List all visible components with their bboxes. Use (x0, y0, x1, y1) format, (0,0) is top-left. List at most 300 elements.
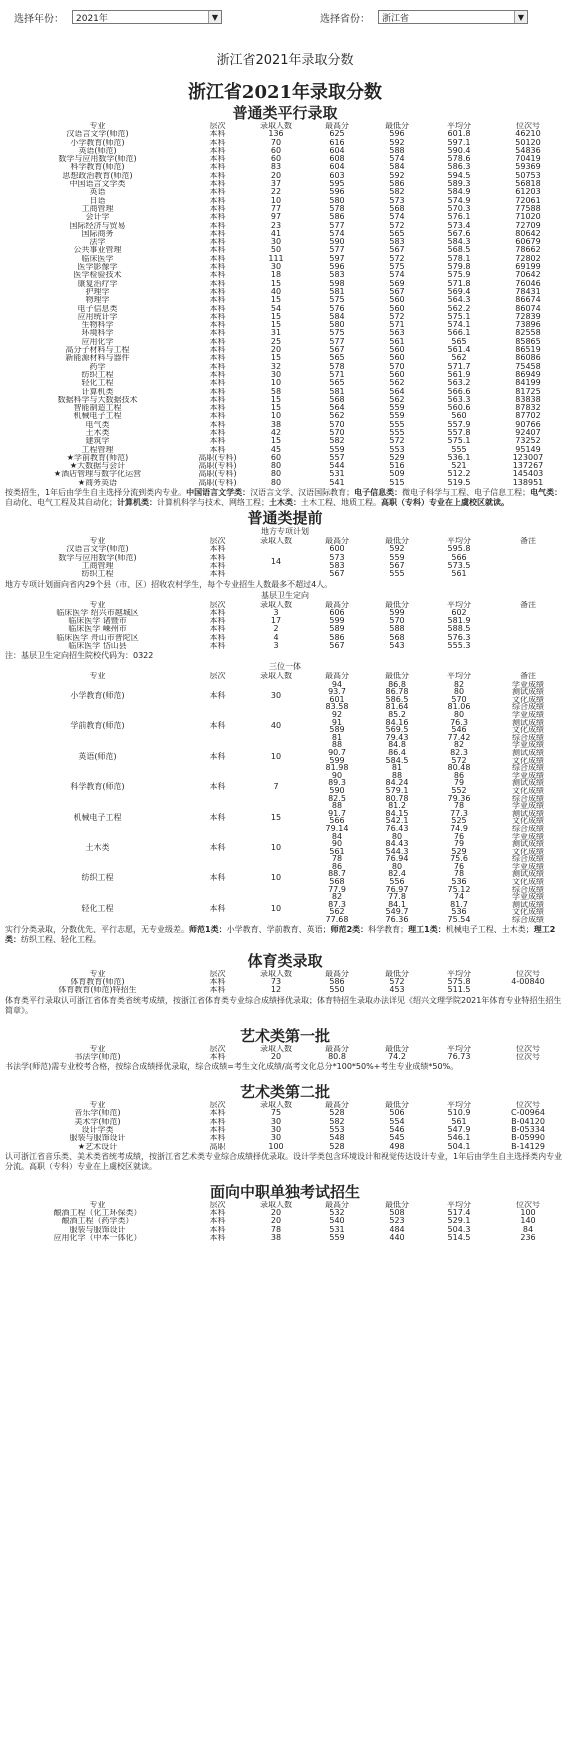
table-cell: 562 (329, 908, 345, 917)
table-cell: 561 (389, 337, 405, 346)
table-cell: 本科 (209, 721, 226, 731)
table-cell: 586 (329, 633, 345, 642)
table-cell: 236 (520, 1234, 536, 1243)
table-cell: 环境科学 (81, 329, 114, 338)
table-cell: 本科 (209, 625, 226, 634)
column-header: 最高分 (325, 969, 349, 978)
table-cell: 72839 (515, 312, 541, 321)
table-cell: 50 (270, 246, 282, 255)
table-cell: 本科 (209, 229, 226, 238)
table-cell: 本科 (209, 395, 226, 404)
column-header: 位次号 (516, 122, 540, 130)
table-cell: 80 (270, 478, 282, 487)
table-cell: 584.9 (447, 188, 471, 197)
column-header: 专业 (89, 122, 106, 130)
table-cell: 586.3 (447, 163, 471, 172)
local-plan-table (5, 537, 565, 578)
table-cell: 88 (331, 802, 343, 810)
table-cell: 智能制造工程 (73, 404, 122, 413)
column-header: 录取人数 (260, 1044, 292, 1053)
table-cell: 护理学 (85, 287, 110, 296)
table-cell: 571 (329, 370, 345, 379)
table-cell: 599 (389, 608, 405, 617)
column-header: 层次 (209, 969, 226, 978)
table-cell: 92407 (515, 428, 541, 437)
table-cell: 572 (389, 977, 405, 986)
table-cell: 582 (329, 1117, 345, 1126)
table-cell: 测试成绩 (512, 688, 544, 696)
table-cell: 45 (270, 445, 282, 454)
table-cell: 509 (389, 470, 405, 479)
column-header: 专业 (89, 1044, 106, 1053)
table-cell: 美术学(师范) (74, 1117, 121, 1126)
table-cell: 88 (391, 771, 403, 780)
table-cell: 136 (268, 130, 284, 139)
table-cell: 80642 (515, 229, 541, 238)
table-cell: 561 (329, 847, 345, 856)
table-cell: 553 (389, 445, 405, 454)
column-header: 最高分 (325, 1200, 349, 1209)
table-cell: 541 (329, 478, 345, 487)
table-cell: 本科 (209, 155, 226, 164)
table-cell: 本科 (209, 437, 226, 446)
column-header: 位次号 (516, 969, 540, 978)
table-row (5, 470, 565, 478)
table-cell: ★艺术设计 (77, 1142, 118, 1151)
table-cell: 康复治疗学 (77, 279, 118, 288)
table-cell: 纺织工程 (81, 570, 114, 579)
table-cell: 573.5 (447, 561, 471, 570)
table-cell: 科学教育(师范) (70, 782, 125, 792)
table-cell: 586 (389, 180, 405, 189)
table-cell: 570.3 (447, 204, 471, 213)
filter-bar (0, 0, 570, 30)
table-cell: 20 (270, 1217, 282, 1226)
table-cell: 577 (329, 246, 345, 255)
table-cell: 15 (270, 812, 282, 822)
table-row (5, 354, 565, 362)
table-cell: 轻化工程 (81, 903, 114, 913)
table-header-row (5, 672, 565, 680)
table-row (5, 255, 565, 263)
table-cell: 70642 (515, 271, 541, 280)
table-cell: 82.5 (328, 794, 346, 803)
table-cell: 555 (389, 420, 405, 429)
table-cell: 601.8 (447, 130, 471, 139)
table-cell: 医学影像学 (77, 263, 118, 272)
table-cell: 80.8 (328, 1052, 346, 1061)
table-cell: 国际经济与贸易 (69, 221, 126, 230)
table-cell: 小学教育(师范) (70, 138, 125, 147)
table-cell: 95149 (515, 445, 541, 454)
table-cell: 563 (389, 329, 405, 338)
table-row (5, 172, 565, 180)
table-cell: 75.12 (447, 885, 471, 894)
table-row (5, 617, 565, 625)
year-select[interactable] (72, 10, 222, 24)
table-row (5, 893, 565, 901)
table-row (5, 130, 565, 138)
table-cell: 87.3 (328, 900, 346, 909)
table-cell: 土木类 (85, 842, 110, 852)
table-cell: 本科 (209, 691, 226, 701)
table-row (5, 329, 565, 337)
table-cell: 81.06 (447, 703, 471, 711)
table-cell: 38 (270, 1234, 282, 1243)
table-cell: 100 (268, 1142, 284, 1151)
table-cell: 土木类 (85, 428, 110, 437)
table-cell: 本科 (209, 1126, 226, 1134)
column-header: 录取人数 (260, 1101, 292, 1110)
table-row (5, 205, 565, 213)
table-cell: 综合成绩 (512, 764, 544, 772)
table-cell: 572 (389, 254, 405, 263)
table-cell: 综合成绩 (512, 733, 544, 742)
column-header: 最低分 (385, 600, 409, 609)
table-cell: 工商管理 (81, 204, 114, 213)
table-cell: 577 (329, 337, 345, 346)
table-row (5, 280, 565, 288)
table-cell: 本科 (209, 903, 226, 913)
trinity-title: 三位一体 (269, 662, 301, 672)
table-cell: 575 (329, 329, 345, 338)
table-cell: 582 (329, 437, 345, 446)
table-cell: 位次号 (516, 1052, 540, 1061)
table-cell: 本科 (209, 445, 226, 454)
table-cell: 504.1 (447, 1142, 471, 1151)
table-cell: 561 (451, 1117, 467, 1126)
table-cell: 581 (329, 387, 345, 396)
table-cell: 90.7 (328, 748, 346, 757)
table-cell: 本科 (209, 545, 226, 554)
table-cell: 32 (270, 362, 282, 371)
table-cell: 91 (331, 718, 343, 727)
table-cell: 80.78 (385, 794, 409, 803)
table-cell: 575 (329, 296, 345, 305)
table-cell: 560 (389, 296, 405, 305)
table-cell: 76.97 (385, 885, 409, 894)
table-cell: 86.4 (388, 748, 406, 757)
table-cell: ★酒店管理与数字化运营 (53, 470, 142, 479)
table-cell: 90 (331, 840, 343, 848)
table-cell: 564 (329, 404, 345, 413)
table-cell: 510.9 (447, 1109, 471, 1118)
table-cell: 86519 (515, 346, 541, 355)
table-cell: 561.9 (447, 370, 471, 379)
table-row (5, 1234, 565, 1242)
column-header: 备注 (520, 537, 536, 546)
table-cell: 学业成绩 (512, 893, 544, 901)
table-row (5, 363, 565, 371)
column-header: 专业 (89, 672, 106, 681)
table-cell: 60 (270, 155, 282, 164)
table-cell: 542.1 (385, 817, 409, 825)
page-title: 浙江省2021年录取分数 (187, 82, 383, 103)
table-cell: 文化成绩 (512, 786, 544, 795)
table-cell: 本科 (209, 561, 226, 570)
table-cell: 本科 (209, 1234, 226, 1243)
table-cell: 30 (270, 370, 282, 379)
table-cell: 453 (389, 986, 405, 995)
table-cell: 汉语言文学(师范) (66, 130, 129, 139)
column-header: 录取人数 (260, 122, 292, 130)
table-cell: 565 (329, 379, 345, 388)
table-cell: 药学 (89, 362, 106, 371)
table-cell: 545 (389, 1134, 405, 1143)
table-cell: 568 (329, 878, 345, 886)
table-cell: 523 (389, 1217, 405, 1226)
table-cell: 590.4 (447, 146, 471, 155)
column-header: 层次 (209, 1200, 226, 1209)
column-header: 最低分 (385, 672, 409, 681)
column-header: 备注 (520, 672, 536, 681)
table-cell: 616 (329, 138, 345, 147)
table-cell: 文化成绩 (512, 847, 544, 856)
table-cell: ★大数据与会计 (69, 462, 126, 471)
table-cell: 文化成绩 (512, 756, 544, 765)
table-cell: 565 (389, 229, 405, 238)
table-cell: 555 (389, 570, 405, 579)
table-cell: 72709 (515, 221, 541, 230)
table-cell: 573 (389, 196, 405, 205)
table-cell: 625 (329, 130, 345, 139)
table-cell: 82 (453, 680, 465, 689)
table-row (5, 609, 565, 617)
table-cell: 74.2 (388, 1052, 406, 1061)
table-cell: 599 (329, 617, 345, 626)
table-cell: 74.9 (450, 824, 468, 833)
note-segment: 师范1类： (189, 924, 227, 934)
table-cell: 74 (453, 893, 465, 901)
table-cell: 10 (270, 412, 282, 421)
table-cell: 560 (389, 346, 405, 355)
table-cell: 文化成绩 (512, 908, 544, 917)
table-row (5, 772, 565, 780)
note-segment: 计算机科学与技术、网络工程； (157, 498, 269, 508)
table-cell: 本科 (209, 279, 226, 288)
table-cell: 557.8 (447, 428, 471, 437)
table-cell: 46210 (515, 130, 541, 139)
table-cell: 本科 (209, 346, 226, 355)
table-cell: 60 (270, 453, 282, 462)
table-cell: 86074 (515, 304, 541, 313)
table-cell: 84.8 (388, 741, 406, 749)
table-row (5, 147, 565, 155)
table-cell: 578 (329, 362, 345, 371)
table-cell: 77.68 (325, 916, 349, 924)
note-segment: 土木类： (269, 498, 301, 508)
table-row (5, 188, 565, 196)
table-cell: 506 (389, 1109, 405, 1118)
section-title-regular: 普通类平行录取 (232, 104, 338, 122)
table-row (5, 230, 565, 238)
table-cell: 578 (329, 204, 345, 213)
province-label: 选择省份： (320, 13, 370, 25)
table-cell: 61203 (515, 188, 541, 197)
table-cell: 综合成绩 (512, 703, 544, 711)
table-row (5, 1109, 565, 1117)
table-cell: 本科 (209, 1134, 226, 1143)
table-cell: 78 (270, 1225, 282, 1234)
table-cell: 81.2 (388, 802, 406, 810)
table-cell: 584.5 (385, 756, 409, 765)
table-cell: 本科 (209, 1209, 226, 1218)
chevron-down-icon: ▼ (514, 11, 527, 23)
sports-table (5, 970, 565, 995)
chevron-down-icon: ▼ (208, 11, 221, 23)
table-row (5, 238, 565, 246)
table-cell: 18 (270, 271, 282, 280)
column-header: 层次 (209, 122, 226, 130)
table-cell: 本科 (209, 986, 226, 995)
table-cell: 532 (329, 1209, 345, 1218)
table-header-row (5, 1045, 565, 1053)
table-cell: 85865 (515, 337, 541, 346)
table-cell: 临床医学 (81, 254, 114, 263)
table-cell: 59369 (515, 163, 541, 172)
column-header: 录取人数 (260, 969, 292, 978)
table-cell: 22 (270, 188, 282, 197)
table-cell: 562 (389, 379, 405, 388)
table-cell: 应用统计学 (77, 312, 118, 321)
table-cell: 测试成绩 (512, 840, 544, 848)
table-cell (491, 634, 565, 642)
table-cell: 73252 (515, 437, 541, 446)
table-row (5, 642, 565, 650)
table-cell: 60679 (515, 238, 541, 247)
table-cell: 医学检验技术 (73, 271, 122, 280)
table-cell: 学前教育(师范) (70, 721, 125, 731)
province-select-value: 浙江省 (382, 13, 410, 24)
table-cell: 酿酒工程（药学类） (61, 1217, 134, 1226)
table-cell: 574 (329, 229, 345, 238)
column-header: 专业 (89, 600, 106, 609)
table-cell: 83 (270, 163, 282, 172)
column-header: 位次号 (516, 1101, 540, 1110)
table-cell: 82.4 (388, 870, 406, 879)
table-cell: 78431 (515, 287, 541, 296)
table-cell: 31 (270, 329, 282, 338)
table-cell: 20 (270, 346, 282, 355)
table-cell: 30 (270, 263, 282, 272)
table-cell: 559 (389, 412, 405, 421)
table-cell: 567.6 (447, 229, 471, 238)
table-cell: 应用化学（中本一体化） (53, 1234, 142, 1243)
table-cell: 570 (451, 695, 467, 704)
table-cell: 本科 (209, 412, 226, 421)
table-cell: 588 (389, 625, 405, 634)
table-cell: 568 (389, 204, 405, 213)
table-cell: 82.3 (450, 748, 468, 757)
table-cell: 学业成绩 (512, 862, 544, 871)
table-cell: 508 (389, 1209, 405, 1218)
table-cell: 高分子材料与工程 (65, 346, 130, 355)
table-row (5, 263, 565, 271)
table-cell: 137267 (512, 462, 544, 471)
table-cell: 583 (389, 238, 405, 247)
table-cell: 546.1 (447, 1134, 471, 1143)
table-cell: 76 (453, 832, 465, 841)
table-cell: 75.6 (450, 855, 468, 863)
column-header: 最低分 (385, 1200, 409, 1209)
table-row (5, 313, 565, 321)
table-cell: 589 (329, 726, 345, 734)
table-cell: 596 (329, 263, 345, 272)
section-title-art2: 艺术类第二批 (239, 1083, 330, 1102)
table-cell: 550 (329, 986, 345, 995)
table-cell: 学业成绩 (512, 802, 544, 810)
table-cell: 76.36 (385, 916, 409, 924)
table-cell: 84.1 (388, 900, 406, 909)
table-cell: 73896 (515, 321, 541, 330)
table-cell: 546 (389, 1126, 405, 1134)
table-row (5, 1143, 565, 1151)
table-cell: 38 (270, 420, 282, 429)
table-cell: 70419 (515, 155, 541, 164)
table-cell: 本科 (209, 246, 226, 255)
column-header: 层次 (209, 537, 226, 546)
column-header: 最低分 (385, 1101, 409, 1110)
table-cell: 本科 (209, 312, 226, 321)
table-cell: 本科 (209, 188, 226, 197)
table-cell: 86 (453, 771, 465, 780)
table-cell: 559 (389, 404, 405, 413)
table-cell: 本科 (209, 354, 226, 363)
table-cell: 91.7 (328, 809, 346, 818)
table-cell: 学业成绩 (512, 680, 544, 689)
table-row (5, 1118, 565, 1126)
table-cell: 84.15 (385, 809, 409, 818)
table-cell: 本科 (209, 751, 226, 761)
table-cell: 567 (389, 561, 405, 570)
table-row (5, 305, 565, 313)
table-cell: 本科 (209, 138, 226, 147)
table-cell: 体育教育(师范)特招生 (58, 986, 137, 995)
table-row (5, 625, 565, 633)
table-cell (491, 617, 565, 625)
province-select[interactable] (378, 10, 528, 24)
table-cell: 576.3 (447, 633, 471, 642)
table-cell: 高职(专科) (198, 462, 237, 471)
table-cell: 30 (270, 1126, 282, 1134)
table-cell: 本科 (209, 329, 226, 338)
table-cell: 75458 (515, 362, 541, 371)
table-cell: 589.3 (447, 180, 471, 189)
table-cell: 58 (270, 387, 282, 396)
table-cell: 531 (329, 1225, 345, 1234)
table-cell: 服装与服饰设计 (69, 1134, 126, 1143)
column-header: 录取人数 (260, 1200, 292, 1209)
table-cell: 中国语言文学类 (69, 180, 126, 189)
note-segment: 机械电子工程、土木类； (445, 924, 534, 934)
table-cell: 584 (329, 312, 345, 321)
table-cell: 581.9 (447, 617, 471, 626)
note-segment: 自动化、电气工程及其自动化； (5, 498, 117, 508)
table-cell: 15 (270, 437, 282, 446)
table-cell: 10 (270, 903, 282, 913)
table-cell: 科学教育(师范) (70, 163, 125, 172)
column-header: 录取人数 (260, 537, 292, 546)
table-cell: 法学 (89, 238, 106, 247)
table-cell: B-05990 (511, 1134, 545, 1143)
table-cell: 本科 (209, 642, 226, 651)
table-row (5, 371, 565, 379)
table-cell: 555.3 (447, 642, 471, 651)
table-cell: 568.5 (447, 246, 471, 255)
table-cell: 566.6 (447, 387, 471, 396)
table-cell: 40 (270, 287, 282, 296)
table-cell: 电气类 (85, 420, 110, 429)
